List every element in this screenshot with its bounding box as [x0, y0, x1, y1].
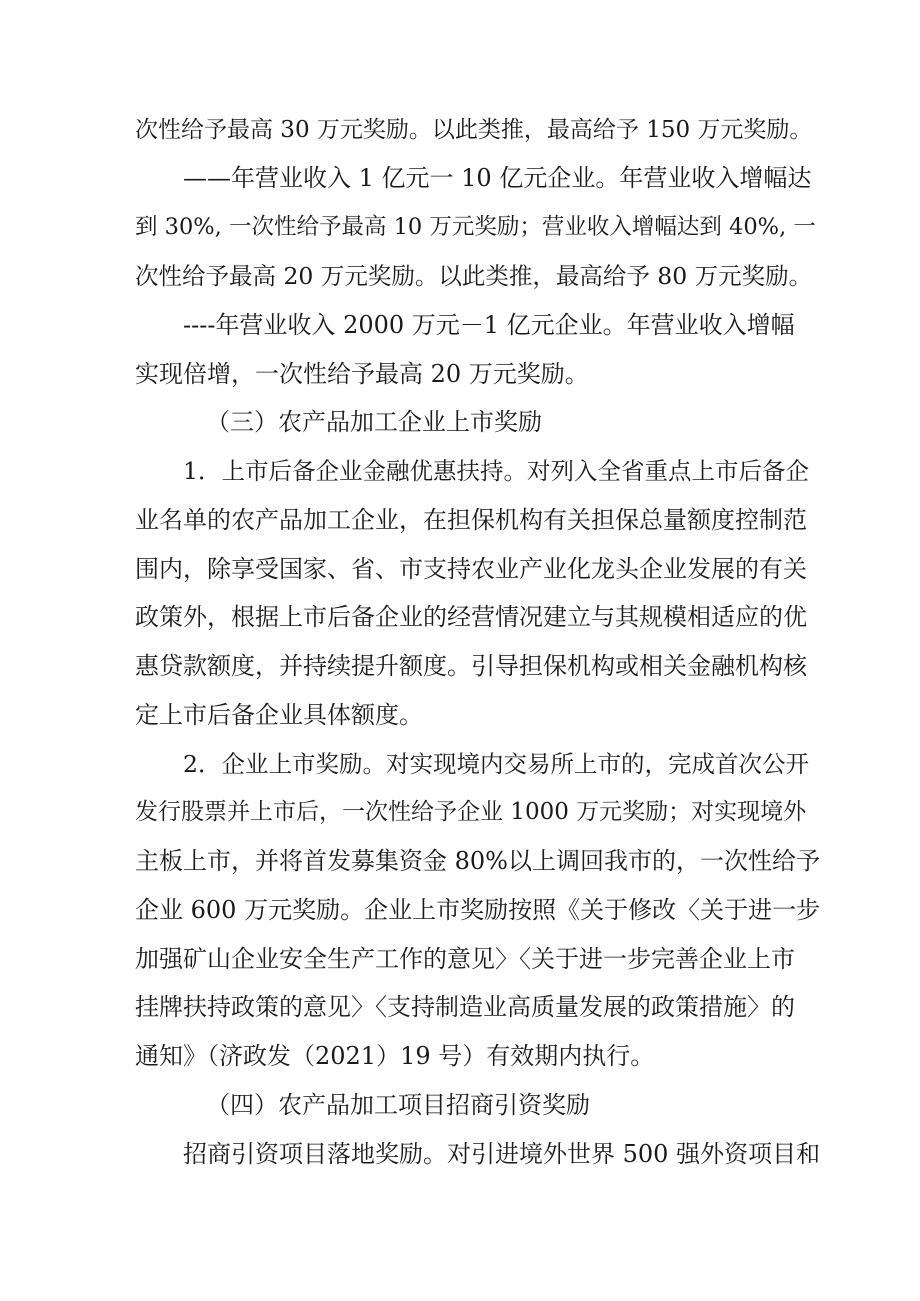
section-heading: （四）农产品加工项目招商引资奖励 [206, 1091, 590, 1119]
text-line: 企业 600 万元奖励。企业上市奖励按照《关于修改〈关于进一步 [135, 896, 821, 924]
text-line: 次性给予最高 20 万元奖励。以此类推，最高给予 80 万元奖励。 [135, 262, 813, 290]
text-line: 政策外，根据上市后备企业的经营情况建立与其规模相适应的优 [135, 603, 807, 631]
section-heading: （三）农产品加工企业上市奖励 [206, 408, 542, 436]
text-line: 惠贷款额度，并持续提升额度。引导担保机构或相关金融机构核 [135, 652, 807, 680]
text-line: 通知》（济政发（2021）19 号）有效期内执行。 [135, 1042, 655, 1070]
text-line: 围内，除享受国家、省、市支持农业产业化龙头企业发展的有关 [135, 555, 807, 583]
text-line: 主板上市，并将首发募集资金 80%以上调回我市的，一次性给予 [135, 847, 820, 875]
text-line: 次性给予最高 30 万元奖励。以此类推，最高给予 150 万元奖励。 [135, 117, 813, 143]
text-line: 到 30%, 一次性给予最高 10 万元奖励；营业收入增幅达到 40%, 一 [135, 214, 816, 240]
text-line: 2．企业上市奖励。对实现境内交易所上市的，完成首次公开 [183, 750, 809, 778]
text-line: ——年营业收入 1 亿元一 10 亿元企业。年营业收入增幅达 [183, 164, 812, 192]
text-line: 定上市后备企业具体额度。 [135, 701, 423, 729]
text-line: 挂牌扶持政策的意见〉〈支持制造业高质量发展的政策措施〉的 [135, 993, 795, 1021]
text-line: ----年营业收入 2000 万元－1 亿元企业。年营业收入增幅 [183, 311, 795, 339]
text-line: 实现倍增，一次性给予最高 20 万元奖励。 [135, 360, 589, 388]
text-line: 招商引资项目落地奖励。对引进境外世界 500 强外资项目和 [183, 1140, 821, 1168]
text-line: 发行股票并上市后，一次性给予企业 1000 万元奖励；对实现境外 [135, 799, 807, 825]
text-line: 业名单的农产品加工企业，在担保机构有关担保总量额度控制范 [135, 506, 807, 534]
text-line: 加强矿山企业安全生产工作的意见〉〈关于进一步完善企业上市 [135, 945, 795, 973]
text-line: 1．上市后备企业金融优惠扶持。对列入全省重点上市后备企 [183, 457, 809, 485]
